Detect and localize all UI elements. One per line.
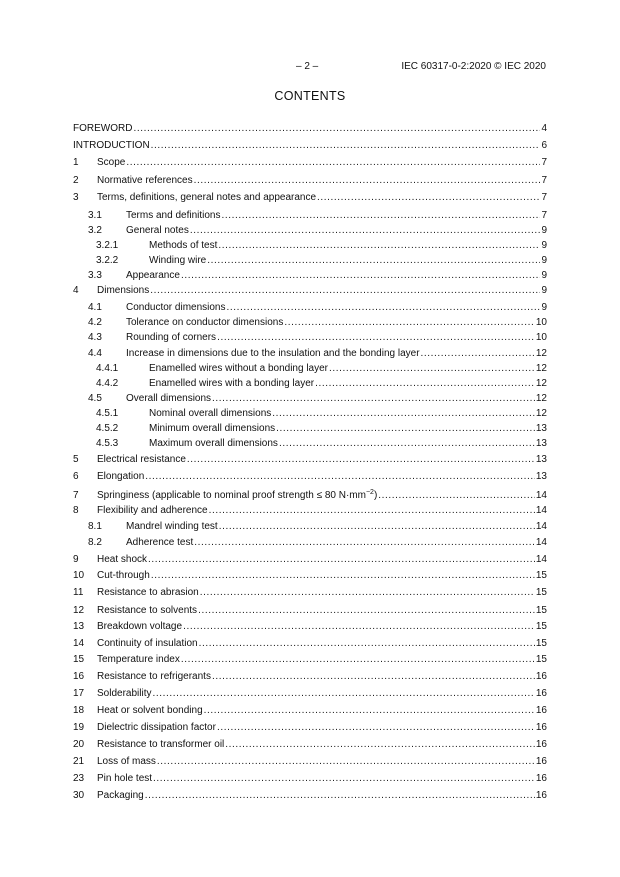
toc-entry[interactable]: [73, 270, 547, 282]
toc-entry[interactable]: [73, 505, 547, 517]
toc-leader-dots: [157, 756, 535, 768]
toc-entry[interactable]: [73, 192, 547, 204]
toc-leader-dots: [181, 654, 535, 666]
toc-leader-dots: [194, 537, 535, 549]
document-reference: IEC 60317-0-2:2020 © IEC 2020: [401, 61, 546, 72]
toc-section-title: Pin hole test: [97, 773, 153, 784]
toc-leader-dots: [151, 570, 535, 582]
toc-leader-dots: [151, 140, 541, 152]
toc-leader-dots: [284, 317, 535, 329]
toc-page-number: 15: [535, 638, 547, 649]
toc-leader-dots: [150, 285, 540, 297]
toc-section-title: Heat or solvent bonding: [97, 705, 203, 716]
toc-leader-dots: [145, 790, 535, 802]
toc-page-number: 14: [535, 505, 547, 516]
toc-section-number: 4.4: [88, 348, 102, 359]
toc-section-title: Temperature index: [97, 654, 180, 665]
toc-section-number: 4.4.2: [96, 378, 119, 389]
toc-leader-dots: [126, 157, 540, 169]
toc-page-number: 16: [535, 756, 547, 767]
toc-section-title: Normative references: [97, 175, 193, 186]
toc-page-number: 15: [535, 587, 547, 598]
toc-leader-dots: [272, 408, 535, 420]
toc-entry[interactable]: [73, 570, 547, 582]
toc-page-number: 6: [541, 140, 547, 151]
toc-section-number: 12: [73, 605, 85, 616]
toc-section-number: 4.5.3: [96, 438, 119, 449]
toc-entry[interactable]: [73, 240, 547, 252]
toc-section-title: Rounding of corners: [126, 332, 217, 343]
toc-section-number: 14: [73, 638, 85, 649]
toc-entry[interactable]: [73, 671, 547, 683]
toc-leader-dots: [183, 621, 535, 633]
toc-entry[interactable]: [73, 537, 547, 549]
toc-section-number: 4.2: [88, 317, 102, 328]
toc-section-number: 4.1: [88, 302, 102, 313]
toc-section-title: Resistance to refrigerants: [97, 671, 211, 682]
toc-page-number: 13: [535, 471, 547, 482]
toc-page-number: 4: [541, 123, 547, 134]
toc-entry[interactable]: [73, 123, 547, 135]
toc-entry[interactable]: [73, 210, 547, 222]
toc-section-number: 4.5.1: [96, 408, 119, 419]
page-number: – 2 –: [296, 61, 319, 72]
toc-entry[interactable]: [73, 378, 547, 390]
toc-section-number: 3.2.2: [96, 255, 119, 266]
toc-leader-dots: [212, 393, 535, 405]
page-header: [0, 61, 620, 75]
toc-entry[interactable]: [73, 393, 547, 405]
toc-page-number: 7: [541, 210, 547, 221]
toc-entry[interactable]: [73, 317, 547, 329]
toc-section-title: INTRODUCTION: [73, 140, 150, 151]
toc-leader-dots: [421, 348, 535, 360]
toc-section-number: 3.3: [88, 270, 102, 281]
toc-section-title: Electrical resistance: [97, 454, 186, 465]
toc-page-number: 9: [541, 302, 547, 313]
toc-leader-dots: [329, 363, 535, 375]
toc-entry[interactable]: [73, 285, 547, 297]
toc-section-number: 4: [73, 285, 79, 296]
toc-section-title: Elongation: [97, 471, 145, 482]
toc-section-number: 4.4.1: [96, 363, 119, 374]
toc-leader-dots: [315, 378, 535, 390]
toc-section-number: 18: [73, 705, 85, 716]
toc-leader-dots: [217, 722, 535, 734]
toc-page-number: 10: [535, 317, 547, 328]
toc-entry[interactable]: [73, 739, 547, 751]
toc-leader-dots: [212, 671, 535, 683]
toc-section-number: 13: [73, 621, 85, 632]
page-title: CONTENTS: [274, 89, 346, 103]
toc-page-number: 9: [541, 240, 547, 251]
toc-entry[interactable]: [73, 587, 547, 599]
toc-entry[interactable]: [73, 554, 547, 566]
toc-leader-dots: [317, 192, 540, 204]
toc-entry[interactable]: [73, 605, 547, 617]
toc-entry[interactable]: [73, 332, 547, 344]
toc-entry[interactable]: [73, 688, 547, 700]
toc-section-number: 8.1: [88, 521, 102, 532]
toc-entry[interactable]: [73, 790, 547, 802]
toc-page-number: 12: [535, 348, 547, 359]
toc-page-number: 14: [535, 554, 547, 565]
toc-section-number: 4.3: [88, 332, 102, 343]
toc-section-title: Continuity of insulation: [97, 638, 198, 649]
toc-entry[interactable]: [73, 225, 547, 237]
toc-leader-dots: [198, 605, 535, 617]
toc-section-title: Mandrel winding test: [126, 521, 218, 532]
toc-section-number: 5: [73, 454, 79, 465]
toc-page-number: 16: [535, 739, 547, 750]
toc-section-title: General notes: [126, 225, 189, 236]
toc-leader-dots: [222, 210, 541, 222]
toc-entry[interactable]: [73, 705, 547, 717]
toc-page-number: 12: [535, 408, 547, 419]
toc-leader-dots: [218, 240, 540, 252]
toc-section-title: FOREWORD: [73, 123, 133, 134]
toc-section-number: 3.2: [88, 225, 102, 236]
toc-leader-dots: [148, 554, 535, 566]
toc-page-number: 12: [535, 363, 547, 374]
toc-section-title: Loss of mass: [97, 756, 156, 767]
toc-section-title: Resistance to transformer oil: [97, 739, 225, 750]
toc-section-title: Terms, definitions, general notes and appearance: [97, 192, 317, 203]
toc-entry[interactable]: [73, 140, 547, 152]
toc-section-title: Packaging: [97, 790, 144, 801]
toc-page-number: 16: [535, 671, 547, 682]
toc-entry[interactable]: [73, 654, 547, 666]
toc-page-number: 7: [541, 157, 547, 168]
toc-page-number: 9: [541, 255, 547, 266]
toc-entry[interactable]: [73, 157, 547, 169]
toc-page-number: 13: [535, 423, 547, 434]
toc-page-number: 7: [541, 175, 547, 186]
toc-section-number: 6: [73, 471, 79, 482]
toc-page-number: 10: [535, 332, 547, 343]
toc-entry[interactable]: [73, 471, 547, 483]
toc-section-number: 8: [73, 505, 79, 516]
toc-leader-dots: [187, 454, 535, 466]
toc-section-number: 4.5: [88, 393, 102, 404]
toc-section-title: Maximum overall dimensions: [149, 438, 278, 449]
toc-entry[interactable]: [73, 638, 547, 650]
toc-entry[interactable]: [73, 302, 547, 314]
toc-section-number: 21: [73, 756, 85, 767]
toc-entry[interactable]: [73, 621, 547, 633]
toc-leader-dots: [378, 490, 535, 502]
toc-section-title: Increase in dimensions due to the insulation and the bonding layer: [126, 348, 420, 359]
toc-section-number: 23: [73, 773, 85, 784]
toc-section-title: Resistance to solvents: [97, 605, 198, 616]
toc-page-number: 14: [535, 490, 547, 501]
toc-section-title: Enamelled wires without a bonding layer: [149, 363, 328, 374]
toc-page-number: 13: [535, 438, 547, 449]
toc-section-number: 11: [73, 587, 84, 598]
toc-leader-dots: [204, 705, 535, 717]
toc-section-title: Conductor dimensions: [126, 302, 226, 313]
toc-section-title: Terms and definitions: [126, 210, 221, 221]
toc-page-number: 16: [535, 773, 547, 784]
toc-leader-dots: [276, 423, 535, 435]
toc-section-number: 17: [73, 688, 85, 699]
toc-entry[interactable]: [73, 521, 547, 533]
toc-section-title: Scope: [97, 157, 126, 168]
toc-entry[interactable]: [73, 722, 547, 734]
toc-page-number: 15: [535, 605, 547, 616]
toc-entry[interactable]: [73, 363, 547, 375]
toc-leader-dots: [190, 225, 541, 237]
toc-page-number: 12: [535, 393, 547, 404]
toc-entry[interactable]: [73, 454, 547, 466]
toc-page-number: 13: [535, 454, 547, 465]
toc-section-title: Winding wire: [149, 255, 207, 266]
toc-section-title: Tolerance on conductor dimensions: [126, 317, 284, 328]
toc-leader-dots: [199, 638, 535, 650]
toc-leader-dots: [133, 123, 540, 135]
toc-section-title: Resistance to abrasion: [97, 587, 199, 598]
toc-section-number: 7: [73, 490, 79, 501]
toc-section-number: 19: [73, 722, 85, 733]
toc-section-number: 2: [73, 175, 79, 186]
toc-section-number: 8.2: [88, 537, 102, 548]
toc-section-title: Heat shock: [97, 554, 148, 565]
toc-entry[interactable]: [73, 348, 547, 360]
toc-section-title: Springiness (applicable to nominal proof strength ≤ 80 $N\cdot mm^{-2}$): [97, 489, 378, 501]
toc-leader-dots: [279, 438, 535, 450]
toc-leader-dots: [209, 505, 535, 517]
toc-page-number: 14: [535, 537, 547, 548]
toc-entry[interactable]: [73, 773, 547, 785]
toc-section-number: 20: [73, 739, 85, 750]
toc-leader-dots: [194, 175, 541, 187]
toc-section-title: Breakdown voltage: [97, 621, 183, 632]
toc-leader-dots: [219, 521, 535, 533]
toc-page-number: 15: [535, 654, 547, 665]
toc-section-title: Nominal overall dimensions: [149, 408, 272, 419]
toc-leader-dots: [217, 332, 535, 344]
toc-page-number: 16: [535, 688, 547, 699]
toc-section-title: Methods of test: [149, 240, 218, 251]
toc-section-title: Adherence test: [126, 537, 194, 548]
toc-page-number: 9: [541, 270, 547, 281]
toc-section-title: Flexibility and adherence: [97, 505, 208, 516]
toc-section-title: Dimensions: [97, 285, 150, 296]
toc-page-number: 9: [541, 285, 547, 296]
toc-section-title: Overall dimensions: [126, 393, 212, 404]
toc-section-number: 4.5.2: [96, 423, 119, 434]
toc-page-number: 7: [541, 192, 547, 203]
toc-entry[interactable]: [73, 255, 547, 267]
toc-page-number: 15: [535, 570, 547, 581]
toc-leader-dots: [225, 739, 535, 751]
toc-leader-dots: [200, 587, 535, 599]
toc-section-number: 9: [73, 554, 79, 565]
toc-page-number: 14: [535, 521, 547, 532]
toc-section-number: 1: [73, 157, 79, 168]
toc-leader-dots: [227, 302, 541, 314]
toc-superscript: −2: [365, 489, 374, 496]
toc-page-number: 16: [535, 722, 547, 733]
toc-section-title: Cut-through: [97, 570, 150, 581]
toc-page-number: 16: [535, 790, 547, 801]
toc-section-title: Appearance: [126, 270, 180, 281]
toc-leader-dots: [152, 688, 534, 700]
toc-entry[interactable]: [73, 423, 547, 435]
toc-page-number: 16: [535, 705, 547, 716]
toc-section-number: 10: [73, 570, 85, 581]
toc-section-title: Solderability: [97, 688, 152, 699]
toc-section-title: Minimum overall dimensions: [149, 423, 276, 434]
toc-section-number: 16: [73, 671, 85, 682]
toc-section-number: 3: [73, 192, 79, 203]
toc-entry[interactable]: [73, 408, 547, 420]
toc-page-number: 12: [535, 378, 547, 389]
toc-leader-dots: [181, 270, 541, 282]
toc-entry[interactable]: [73, 175, 547, 187]
toc-entry[interactable]: [73, 756, 547, 768]
toc-section-number: 3.2.1: [96, 240, 119, 251]
toc-section-number: 3.1: [88, 210, 102, 221]
toc-page-number: 9: [541, 225, 547, 236]
toc-leader-dots: [207, 255, 540, 267]
toc-section-number: 30: [73, 790, 85, 801]
toc-section-number: 15: [73, 654, 85, 665]
toc-section-title: Dielectric dissipation factor: [97, 722, 216, 733]
toc-leader-dots: [145, 471, 535, 483]
toc-section-title: Enamelled wires with a bonding layer: [149, 378, 315, 389]
toc-entry[interactable]: [73, 487, 547, 502]
toc-leader-dots: [153, 773, 535, 785]
toc-page-number: 15: [535, 621, 547, 632]
toc-entry[interactable]: [73, 438, 547, 450]
